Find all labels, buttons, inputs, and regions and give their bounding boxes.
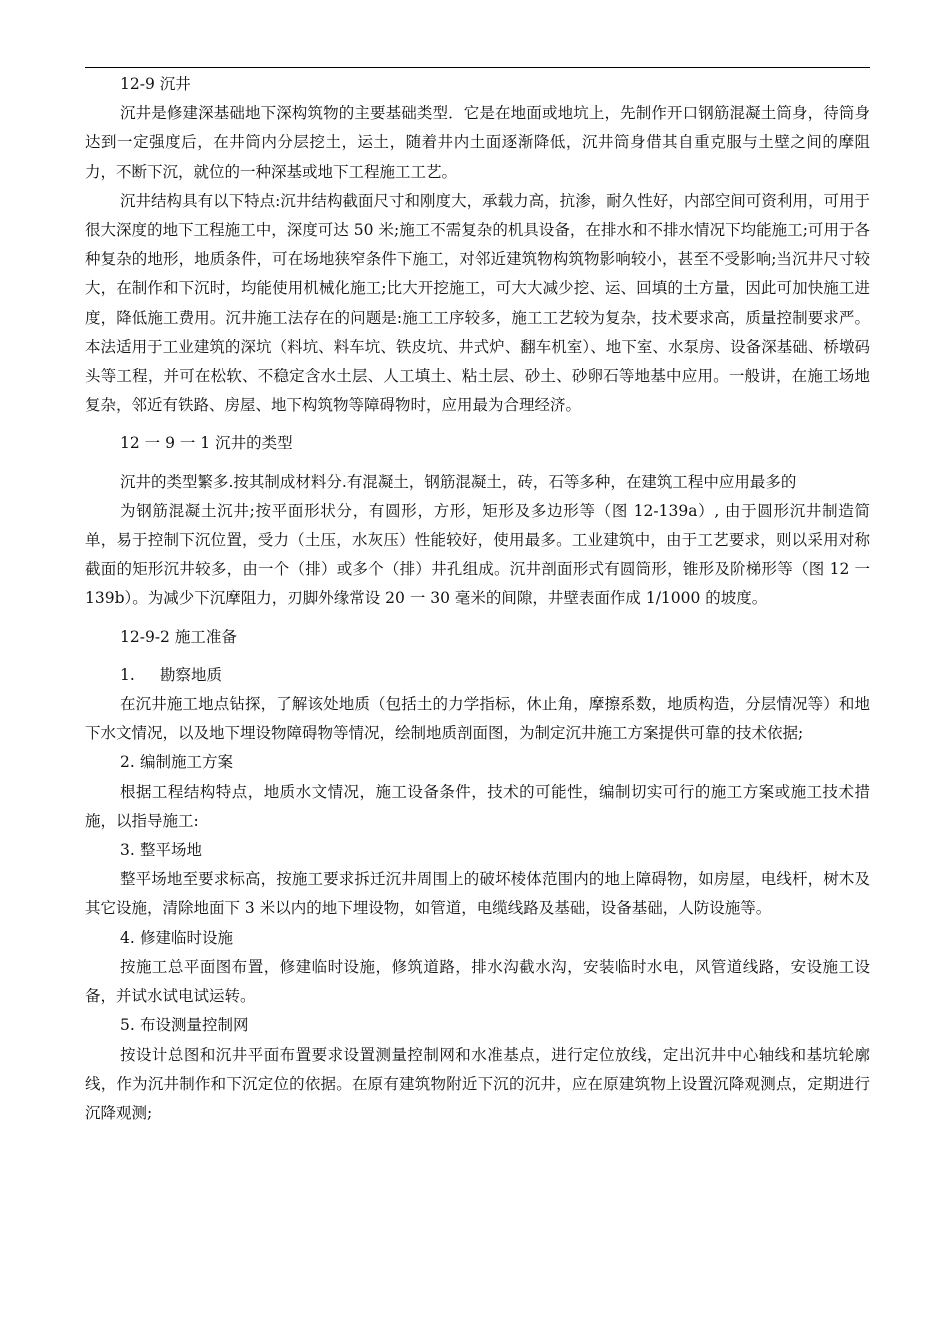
paragraph-intro: 沉井是修建深基础地下深构筑物的主要基础类型．它是在地面或地坑上，先制作开口钢筋混凝土筒身，待筒身达到一定强度后，在井筒内分层挖土，运土，随着井内土面逐渐降低，沉井筒身借其自重克服与土壁之间的摩阻力，不断下沉，就位的一种深基或地下工程施工工艺。 [85,104,870,181]
section-heading-12-9: 12-9 沉井 [120,75,191,93]
item-title: 布设测量控制网 [140,1016,249,1035]
item-text-2: 根据工程结构特点，地质水文情况，施工设备条件，技术的可能性，编制切实可行的施工方案或施工技术措施，以指导施工: [85,782,870,830]
item-text-4: 按施工总平面图布置，修建临时设施，修筑道路，排水沟截水沟，安装临时水电，风管道线路，安设施工设备，并试水试电试运转。 [85,957,870,1006]
header-rule [85,67,870,68]
item-title: 勘察地质 [160,665,223,684]
section-gap [85,459,870,468]
item-heading-3 [85,836,870,865]
paragraph-types-2: 为钢筋混凝土沉井;按平面形状分，有圆形，方形，矩形及多边形等（图 12-139a）, 由于圆形沉井制造简单，易于控制下沉位置，受力（土压，水灰压）性能较好，使用最多。工业建筑中，由于工艺要求，则以采用对称截面的矩形沉井较多，由一个（排）或多个（排）井孔组成。沉井剖面形式有圆筒形，锥形及阶梯形等（图 12 一 139b）。为减少下沉摩阻力，刃脚外缘常设 20 一 30 毫米的间隙，井壁表面作成 1/1000 的坡度。 [85,501,870,608]
item-number: 3. [120,841,135,860]
document-page [85,70,870,1128]
section-gap [85,652,870,661]
item-title: 修建临时设施 [140,928,234,947]
paragraph-types-1: 沉井的类型繁多.按其制成材料分.有混凝土，钢筋混凝土，砖，石等多种，在建筑工程中应用最多的 [120,472,797,491]
item-number: 2. [120,753,135,772]
paragraph-features: 沉井结构具有以下特点:沉井结构截面尺寸和刚度大，承载力高，抗渗，耐久性好，内部空间可资利用，可用于很大深度的地下工程施工中，深度可达 50 米;施工不需复杂的机具设备，在排水和不排水情况下均能施工;可用于各种复杂的地形，地质条件，可在场地狭窄条件下施工，对邻近建筑物构筑物影响较小，甚至不受影响;当沉井尺寸较大，在制作和下沉时，均能使用机械化施工;比大开挖施工，可大大减少挖、运、回填的土方量，因此可加快施工进度，降低施工费用。沉井施工法存在的问题是:施工工序较多，施工工艺较为复杂，技术要求高，质量控制要求严。本法适用于工业建筑的深坑（料坑、料车坑、铁皮坑、井式炉、翻车机室）、地下室、水泵房、设备深基础、桥墩码头等工程，并可在松软、不稳定含水土层、人工填土、粘土层、砂土、砂卵石等地基中应用。一般讲，在施工场地复杂，邻近有铁路、房屋、地下构筑物等障碍物时，应用最为合理经济。 [85,191,870,415]
item-text-5: 按设计总图和沉井平面布置要求设置测量控制网和水准基点，进行定位放线，定出沉井中心轴线和基坑轮廓线，作为沉井制作和下沉定位的依据。在原有建筑物附近下沉的沉井，应在原建筑物上设置沉降观测点，定期进行沉降观测; [85,1045,870,1122]
item-heading-1 [85,661,870,690]
section-heading-12-9-2: 12-9-2 施工准备 [120,627,237,646]
item-number: 1. [120,665,135,684]
item-heading-2 [85,748,870,777]
item-heading-5 [85,1011,870,1040]
item-text-1: 在沉井施工地点钻探，了解该处地质（包括土的力学指标，休止角，摩擦系数，地质构造，分层情况等）和地下水文情况，以及地下埋设物障碍物等情况，绘制地质剖面图，为制定沉井施工方案提供可靠的技术依据; [85,695,870,743]
item-title: 整平场地 [140,841,203,860]
section-heading-12-9-1: 12 一 9 一 1 沉井的类型 [120,434,293,453]
section-gap [85,614,870,623]
item-heading-4 [85,924,870,953]
item-number: 4. [120,928,135,947]
item-text-3: 整平场地至要求标高，按施工要求拆迁沉井周围上的破坏棱体范围内的地上障碍物，如房屋，电线杆，树木及其它设施，清除地面下 3 米以内的地下埋设物，如管道，电缆线路及基础，设备基础，人防设施等。 [85,870,870,918]
item-title: 编制施工方案 [140,753,234,772]
item-number: 5. [120,1016,135,1035]
section-gap [85,420,870,429]
